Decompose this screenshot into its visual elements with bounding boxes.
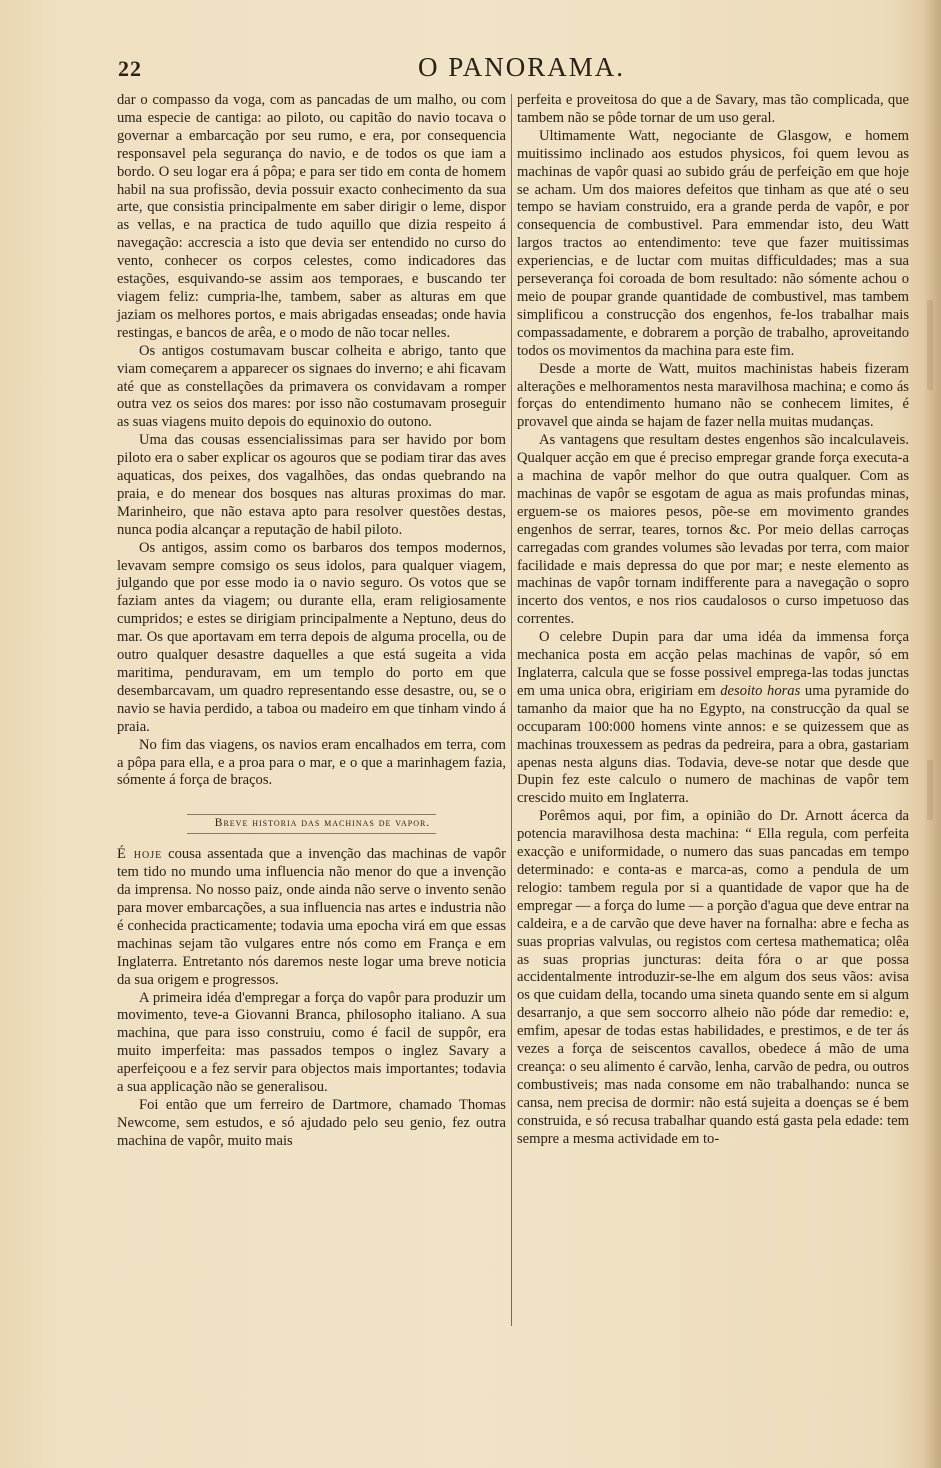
page-number: 22 — [118, 56, 142, 81]
section-heading: Breve historia das machinas de vapor. — [214, 817, 431, 830]
paragraph: Uma das cousas essencialissimas para ser havido por bom piloto era o saber explicar os agouros que se podiam tirar das aves aquaticas, dos peixes, dos vagalhões, das ondas quebrando na praia, e do menear dos bosques nas alturas proximas do mar. Marinheiro, que não estava apto para resolver questões destas, nunca podia alcançar a reputação de habil piloto. — [117, 432, 506, 538]
paper-stain — [927, 760, 933, 820]
right-column — [517, 92, 909, 1148]
paragraph: dar o compasso da voga, com as pancadas de um malho, ou com uma especie de cantiga: ao piloto, ou capitão do navio tocava o governar a embarcação por seu rumo, e era, por consequencia responsavel pela segurança do navio, e de todos os que iam a bordo. O seu logar era á pôpa; e para ser tido em conta de homem habil na sua profissão, devia possuir exacto conhecimento da sua arte, que consistia principalmente em saber dirigir o leme, dispor as vellas, e na practica de tudo aquillo que dizia respeito á navegação: accrescia a isto que devia ser entendido no curso do vento, conhecer os corpos celestes, como indicadores das estações, esquivando-se assim aos temporaes, e buscando ter viagem feliz: cumpria-lhe, tambem, saber as alturas em que jaziam os melhores portos, e mais abrigadas enseadas; onde havia restingas, e bancos de arêa, e o modo de não tocar nelles. — [117, 92, 506, 341]
paragraph: No fim das viagens, os navios eram encalhados em terra, com a pôpa para ella, e a proa para o mar, e o que a marinhagem fazia, sómente á força de braços. — [117, 736, 506, 789]
dupin-text-before: O celebre Dupin para dar uma idéa da immensa força mechanica posta em acção pelas machinas de vapôr, só em Inglaterra, calcula que se fosse possivel emprega-las todas junctas em uma unica obra, erigiriam em — [517, 629, 909, 699]
section-first-paragraph — [117, 846, 506, 989]
running-title: O PANORAMA. — [418, 52, 626, 82]
paragraph: Os antigos costumavam buscar colheita e abrigo, tanto que viam começarem a apparecer os signaes do inverno; e ahi ficavam até que as constellações da primavera os convidavam a romper outra vez os seios dos mares: por isso não costumavam proseguir as suas viagens muito depois do equinoxio do outono. — [117, 342, 506, 431]
page-header — [118, 52, 908, 82]
paragraph: Porêmos aqui, por fim, a opinião do Dr. Arnott ácerca da potencia maravilhosa desta machina: “ Ella regula, com perfeita exacção e uniformidade, o numero das suas pancadas em tempo determinado: e conta-as e marca-as, como a pendula de um relogio: tambem regula por si a quantidade de vapor que ha de empregar — a força do lume — a porção d'agua que deve entrar na caldeira, e a de carvão que deve haver na fornalha: abre e fecha as suas proprias valvulas, ou registos com certesa mathematica; olêa as suas proprias juncturas: deita fóra o ar que possa accidentalmente introduzir-se-lhe em algum dos seus vãos: avisa os que cuidam della, tocando uma sineta quando sente em si algum desarranjo, a que sem soccorro alheio não póde dar remedio: e, emfim, apesar de todas estas habilidades, e prestimos, e de ter ás vezes a força de seiscentos cavallos, obedece á mão de uma creança: o seu alimento é carvão, lenha, carvão de pedra, ou outros combustiveis; mas nada consome em não trabalhando: nunca se cansa, nem precisa de dormir: não está sujeita a doenças se é bem construida, e só recusa trabalhar quando está gasta pela edade: tem sempre a mesma actividade em to- — [517, 808, 910, 1147]
column-divider — [511, 94, 512, 1326]
section-first-paragraph-text: cousa assentada que a invenção das machinas de vapôr tem tido no mundo uma influencia não menor do que a invenção da imprensa. No nosso paiz, onde ainda não serve o invento senão para mover embarcações, a sua influencia nas artes e industria não é conhecida practicamente; todavia uma epocha virá em que essas machinas sejam tão vulgares entre nós como em França e em Inglaterra. Entretanto nós daremos neste logar uma breve noticia da sua origem e progressos. — [117, 846, 506, 988]
paragraph: perfeita e proveitosa do que a de Savary, mas tão complicada, que tambem não se pôde tornar de um uso geral. — [517, 92, 909, 126]
paper-stain — [927, 300, 933, 390]
page-edge-shadow — [923, 0, 941, 1468]
section-lead-words: É hoje — [117, 846, 163, 863]
paragraph: A primeira idéa d'empregar a força do vapôr para produzir um movimento, teve-a Giovanni Branca, philosopho italiano. A sua machina, que para isso construiu, como é facil de suppôr, era muito imperfeita: mas passados tempos o inglez Savary a aperfeiçoou e a fez servir para objectos mais importantes; todavia a sua applicação não se generalisou. — [117, 989, 506, 1096]
paragraph: Os antigos, assim como os barbaros dos tempos modernos, levavam sempre comsigo os seus idolos, para qualquer viagem, julgando que por esse modo ia o navio seguro. Os votos que se faziam antes da viagem; ou durante ella, eram religiosamente cumpridos; e estes se dirigiam principalmente a Neptuno, deus do mar. Os que aportavam em terra depois de alguma procella, ou de outro qualquer desastre daquelles a que está sugeita a vida maritima, penduravam, em um templo do porto em que desembarcavam, um quadro representando esse desastre, ou, se o navio se havia perdido, a taboa ou madeiro em que tinham vindo á praia. — [117, 539, 506, 735]
paragraph: As vantagens que resultam destes engenhos são incalculaveis. Qualquer acção em que é preciso empregar grande força executa-a a machina de vapôr melhor do que outra qualquer. Com as machinas de vapôr se esgotam de agua as mais profundas minas, erguem-se os maiores pesos, põe-se em movimento grandes engenhos de serrar, teares, tornos &c. Por meio dellas carroças carregadas com grandes volumes são levadas por terra, com maior facilidade e mais depressa do que por mar; e neste elemento as machinas de vapôr tornam indifferente para a navegação o sopro incerto dos ventos, e nos rios caudalosos o curso impetuoso das correntes. — [517, 432, 909, 628]
paragraph: Ultimamente Watt, negociante de Glasgow, e homem muitissimo inclinado aos estudos physicos, foi quem levou as machinas de vapôr quasi ao subido gráu de perfeição em que hoje se acham. Um dos maiores defeitos que tinham as que até o seu tempo se haviam construido, era a grande perda de vapôr, e por consequencia de combustivel. Para emmendar isto, deu Watt largos tractos ao entendimento: teve que fazer muitissimas experiencias, e de luctar com muitas difficuldades; mas a sua perseverança foi coroada de bom resultado: não sómente achou o meio de poupar grande quantidade de combustivel, mas tambem simplificou a construcção dos engenhos, fe-los trabalhar mais compassadamente, e dobrarem a porção de trabalho, aproveitando todos os movimentos da machina para este fim. — [517, 127, 909, 359]
paragraph: Foi então que um ferreiro de Dartmore, chamado Thomas Newcome, sem estudos, e só ajudado pelo seu genio, fez outra machina de vapôr, muito mais — [117, 1096, 506, 1149]
dupin-text-after: uma pyramide do tamanho da maior que ha no Egypto, na construcção da qual se occuparam 100:000 homens vinte annos: e se quizessem que as machinas trouxessem as pedras da pedreira, para a obra, gastariam apenas nesta alguns dias. Todavia, deve-se notar que desde que Dupin fez este calculo o numero de machinas de vapôr tem crescido muito em Inglaterra. — [517, 682, 910, 807]
dupin-paragraph — [517, 629, 909, 808]
paragraph: Desde a morte de Watt, muitos machinistas habeis fizeram alterações e melhoramentos nesta maravilhosa machina; e como ás forças do entendimento humano não se conhecem limites, é provavel que ainda se hajam de fazer nella muitas mudanças. — [517, 360, 909, 431]
dupin-italic-phrase: desoito horas — [720, 682, 801, 699]
left-column — [117, 92, 506, 1151]
